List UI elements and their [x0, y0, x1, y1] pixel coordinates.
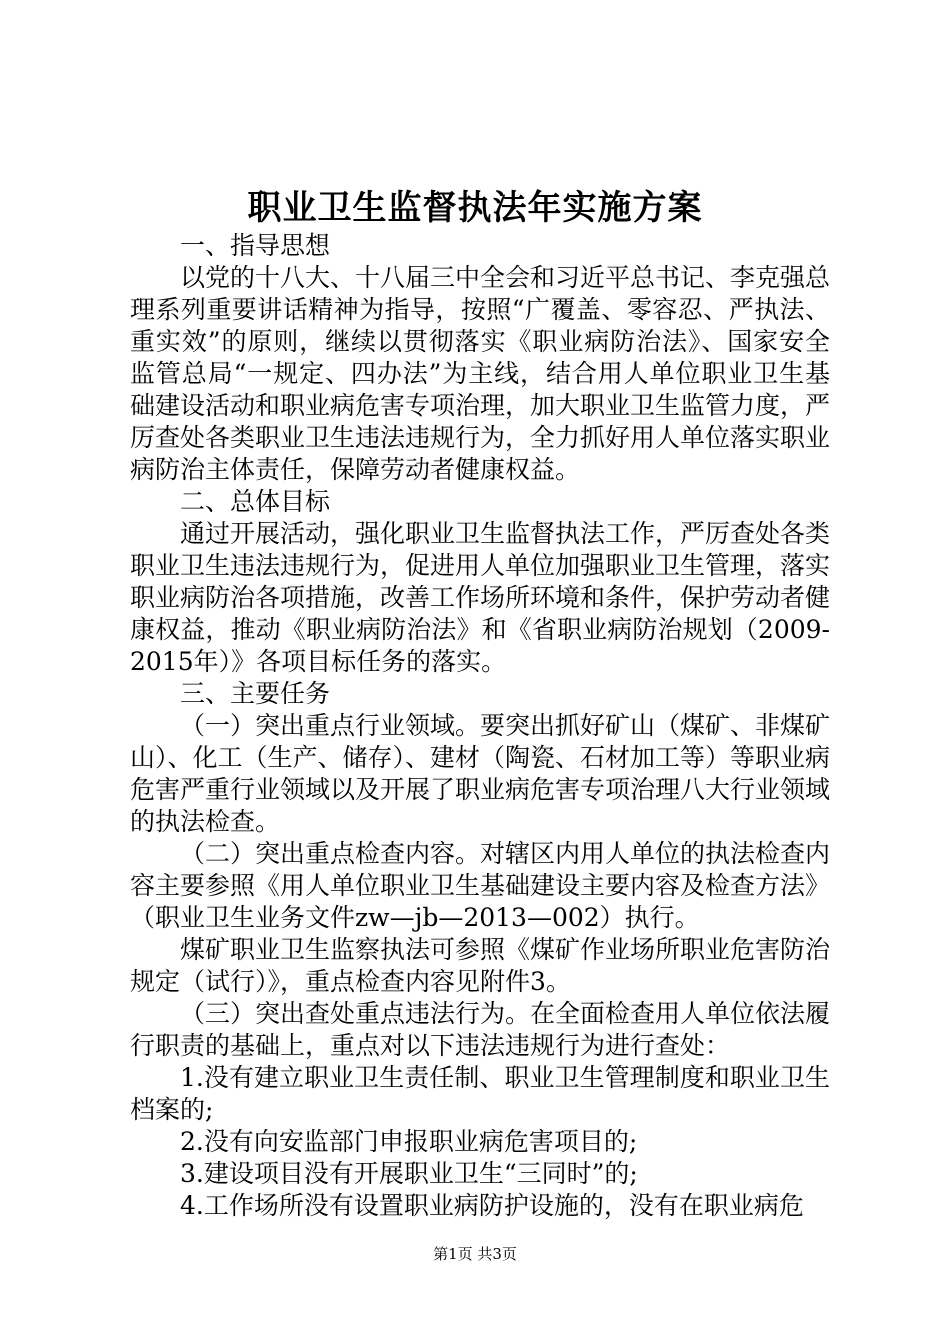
paragraph-task-3: （三）突出查处重点违法行为。在全面检查用人单位依法履行职责的基础上，重点对以下违法违规行为进行查处： — [130, 999, 831, 1060]
list-item-2: 2.没有向安监部门申报职业病危害项目的; — [180, 1127, 638, 1156]
section-heading-overall-goal: 二、总体目标 — [180, 487, 331, 516]
paragraph-guiding-ideology: 以党的十八大、十八届三中全会和习近平总书记、李克强总理系列重要讲话精神为指导，按照“广覆盖、零容忍、严执法、重实效”的原则，继续以贯彻落实《职业病防治法》、国家安全监管总局“一规定、四办法”为主线，结合用人单位职业卫生基础建设活动和职业病危害专项治理，加大职业卫生监管力度，严厉查处各类职业卫生违法违规行为，全力抓好用人单位落实职业病防治主体责任，保障劳动者健康权益。 — [130, 263, 831, 484]
list-item-1: 1.没有建立职业卫生责任制、职业卫生管理制度和职业卫生档案的; — [130, 1063, 830, 1124]
paragraph-overall-goal: 通过开展活动，强化职业卫生监督执法工作，严厉查处各类职业卫生违法违规行为，促进用人单位加强职业卫生管理，落实职业病防治各项措施，改善工作场所环境和条件，保护劳动者健康权益，推动《职业病防治法》和《省职业病防治规划（2009-2015年）》各项目标任务的落实。 — [130, 519, 831, 676]
list-item-4: 4.工作场所没有设置职业病防护设施的，没有在职业病危 — [180, 1191, 804, 1220]
paragraph-coal-mine: 煤矿职业卫生监察执法可参照《煤矿作业场所职业危害防治规定（试行）》，重点检查内容见附件3。 — [130, 935, 831, 996]
list-item-3: 3.建设项目没有开展职业卫生“三同时”的; — [180, 1159, 638, 1188]
page-footer: 第1页 共3页 — [433, 1245, 517, 1263]
document-body — [130, 230, 830, 1222]
paragraph-task-1: （一）突出重点行业领域。要突出抓好矿山（煤矿、非煤矿山）、化工（生产、储存）、建材（陶瓷、石材加工等）等职业病危害严重行业领域以及开展了职业病危害专项治理八大行业领域的执法检查。 — [130, 711, 831, 836]
paragraph-task-2: （二）突出重点检查内容。对辖区内用人单位的执法检查内容主要参照《用人单位职业卫生基础建设主要内容及检查方法》（职业卫生业务文件zw—jb—2013—002）执行。 — [130, 839, 831, 932]
section-heading-guiding-ideology: 一、指导思想 — [180, 231, 331, 260]
document-title: 职业卫生监督执法年实施方案 — [247, 188, 703, 228]
section-heading-main-tasks: 三、主要任务 — [180, 679, 331, 708]
